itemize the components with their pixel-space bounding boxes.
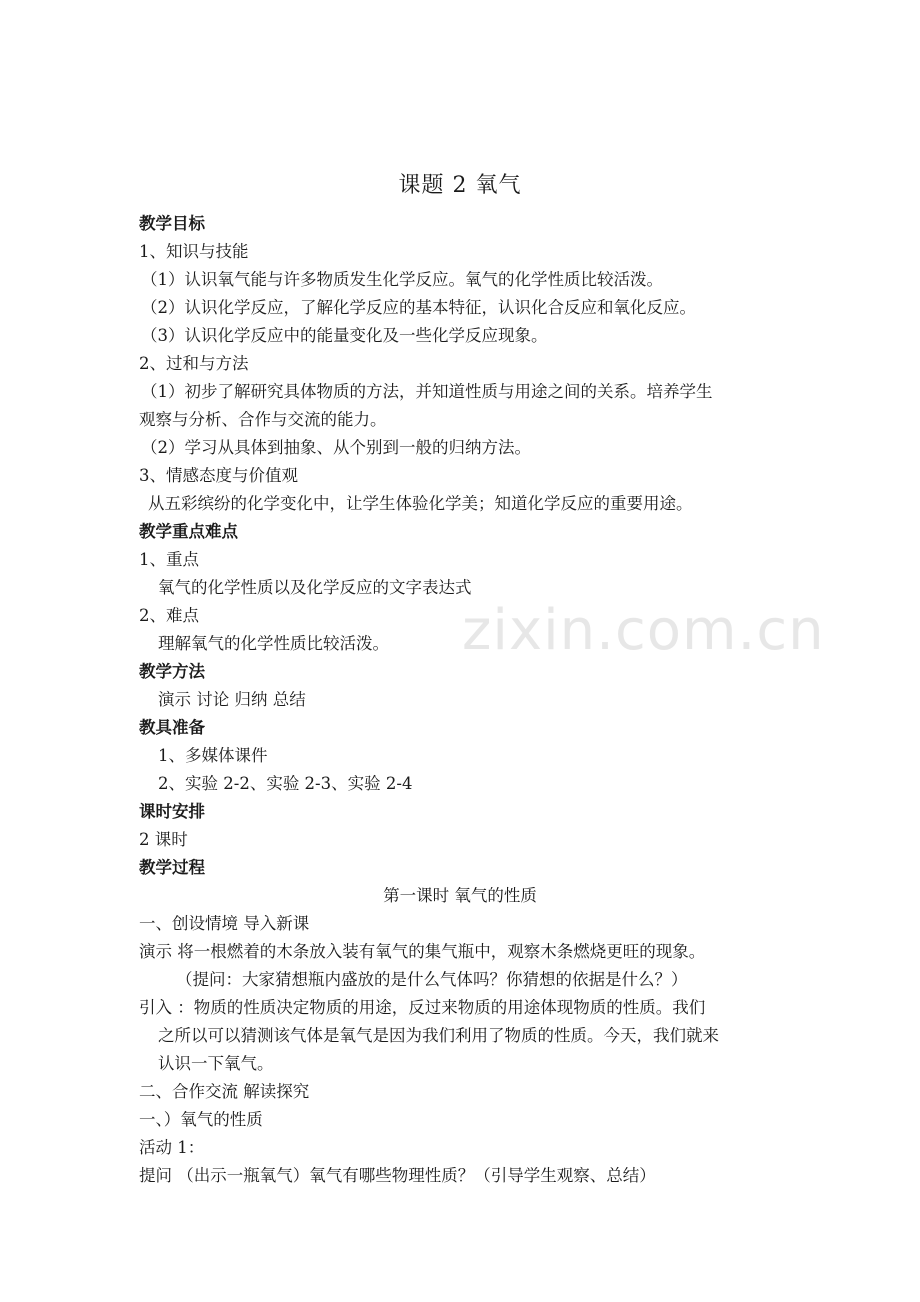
subheading-difficulty: 2、难点	[139, 606, 199, 625]
schedule-text: 2 课时	[139, 830, 188, 849]
subheading-key-point: 1、重点	[139, 550, 199, 569]
key-point-text: 氧气的化学性质以及化学反应的文字表达式	[158, 578, 472, 597]
objective-item: （2）认识化学反应，了解化学反应的基本特征，认识化合反应和氧化反应。	[141, 298, 696, 317]
introduction-text: 引入 ：物质的性质决定物质的用途，反过来物质的用途体现物质的性质。我们	[139, 998, 706, 1017]
objective-item-continued: 观察与分析、合作与交流的能力。	[139, 410, 387, 429]
objective-item: （2）学习从具体到抽象、从个别到一般的归纳方法。	[141, 438, 531, 457]
difficulty-text: 理解氧气的化学性质比较活泼。	[158, 634, 389, 653]
watermark: zixin.com.cn	[462, 598, 825, 663]
lesson-subtitle: 第一课时 氧气的性质	[383, 886, 537, 905]
document-title: 课题 2 氧气	[398, 173, 522, 198]
section-heading-process: 教学过程	[139, 858, 205, 877]
process-step-heading: 二、合作交流 解读探究	[139, 1082, 310, 1101]
objective-item: （1）初步了解研究具体物质的方法，并知道性质与用途之间的关系。培养学生	[141, 382, 713, 401]
section-heading-schedule: 课时安排	[139, 802, 205, 821]
process-step-heading: 一、创设情境 导入新课	[139, 914, 310, 933]
objective-item: 从五彩缤纷的化学变化中，让学生体验化学美；知道化学反应的重要用途。	[148, 494, 693, 513]
methods-text: 演示 讨论 归纳 总结	[158, 690, 306, 709]
subsection-heading: 一、）氧气的性质	[139, 1110, 263, 1129]
section-heading-materials: 教具准备	[139, 718, 205, 737]
question-text: （提问：大家猜想瓶内盛放的是什么气体吗？你猜想的依据是什么？）	[176, 970, 688, 989]
introduction-text-continued: 认识一下氧气。	[158, 1054, 274, 1073]
objective-item: （1）认识氧气能与许多物质发生化学反应。氧气的化学性质比较活泼。	[141, 270, 663, 289]
question-text: 提问 （出示一瓶氧气）氧气有哪些物理性质？（引导学生观察、总结）	[139, 1166, 656, 1185]
materials-item: 1、多媒体课件	[158, 746, 268, 765]
subheading-process-method: 2、过和与方法	[139, 354, 249, 373]
introduction-text-continued: 之所以可以猜测该气体是氧气是因为我们利用了物质的性质。今天，我们就来	[158, 1026, 719, 1045]
activity-label: 活动 1：	[139, 1138, 205, 1157]
subheading-attitude-values: 3、情感态度与价值观	[139, 466, 298, 485]
materials-item: 2、实验 2-2、实验 2-3、实验 2-4	[158, 774, 413, 793]
section-heading-key-points: 教学重点难点	[139, 522, 238, 541]
objective-item: （3）认识化学反应中的能量变化及一些化学反应现象。	[141, 326, 548, 345]
section-heading-objectives: 教学目标	[139, 214, 205, 233]
subheading-knowledge-skills: 1、知识与技能	[139, 242, 249, 261]
section-heading-methods: 教学方法	[139, 662, 205, 681]
demo-text: 演示 将一根燃着的木条放入装有氧气的集气瓶中，观察木条燃烧更旺的现象。	[139, 942, 706, 961]
